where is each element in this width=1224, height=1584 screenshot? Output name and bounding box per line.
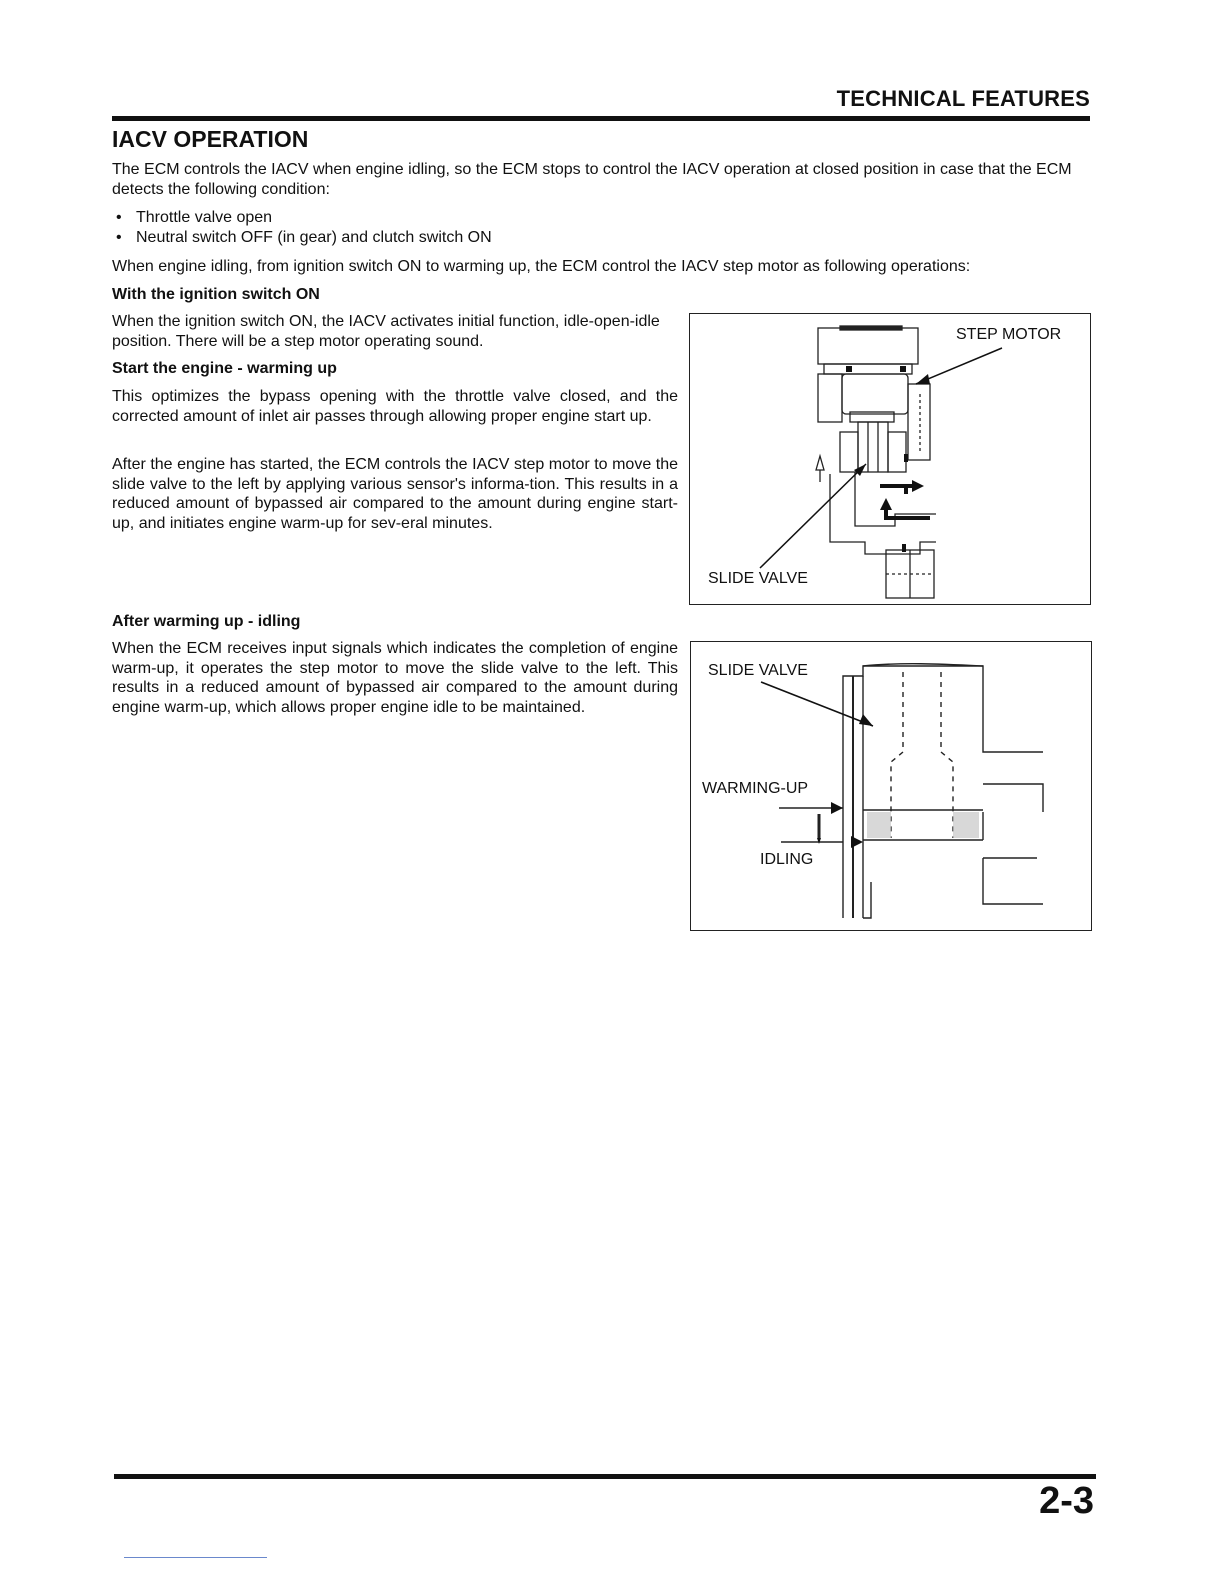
page-number: 2-3 — [1039, 1480, 1094, 1522]
footer-rule — [114, 1474, 1096, 1479]
slide-valve-label: SLIDE VALVE — [708, 662, 808, 679]
slide-valve-position-figure — [690, 641, 1092, 931]
condition-item: • Neutral switch OFF (in gear) and clutch switch ON — [112, 228, 912, 248]
condition-list — [112, 208, 912, 247]
after-heading: After warming up - idling — [112, 613, 301, 630]
idling-label: IDLING — [760, 851, 814, 868]
start-heading: Start the engine - warming up — [112, 360, 337, 377]
start-paragraph-1: This optimizes the bypass opening with the throttle valve closed, and the corrected amount of inlet air passes through allowing proper engine start up. — [112, 388, 678, 425]
condition-item: • Throttle valve open — [112, 208, 912, 228]
section-title: IACV OPERATION — [112, 126, 309, 152]
slide-valve-label: SLIDE VALVE — [708, 570, 808, 587]
iacv-diagram — [690, 314, 1090, 604]
intro-paragraph: The ECM controls the IACV when engine idling, so the ECM stops to control the IACV operation at closed position in case that the ECM detects the following condition: — [112, 161, 1072, 198]
header-rule — [112, 116, 1090, 121]
warming-up-label: WARMING-UP — [702, 780, 809, 797]
iacv-figure — [689, 313, 1091, 605]
ignition-heading: With the ignition switch ON — [112, 286, 320, 303]
footer-link-underline — [124, 1557, 267, 1558]
step-motor-label: STEP MOTOR — [956, 326, 1062, 343]
operations-intro: When engine idling, from ignition switch ON to warming up, the ECM control the IACV step motor as following operations: — [112, 258, 971, 275]
ignition-paragraph: When the ignition switch ON, the IACV activates initial function, idle-open-idle position. There will be a step motor operating sound. — [112, 313, 660, 350]
start-paragraph-2: After the engine has started, the ECM controls the IACV step motor to move the slide valve to the left by applying various sensor's informa-tion. This results in a reduced amount of bypassed air compared to the amount during engine start-up, and initiates engine warm-up for sev-eral minutes. — [112, 456, 678, 532]
after-paragraph: When the ECM receives input signals which indicates the completion of engine warm-up, it operates the step motor to move the slide valve to the left. This results in a reduced amount of bypassed air compared to the amount during engine warm-up, which allows proper engine idle to be maintained. — [112, 640, 678, 716]
header-title: TECHNICAL FEATURES — [836, 86, 1090, 111]
